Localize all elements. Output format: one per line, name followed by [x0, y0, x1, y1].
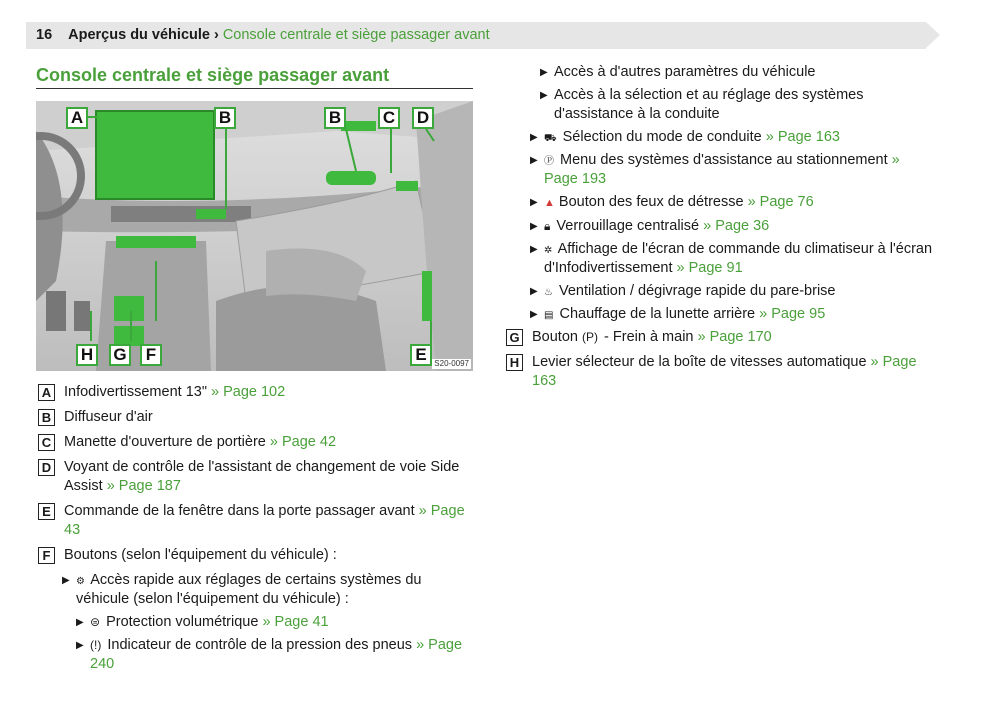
list-item — [76, 636, 473, 674]
triangle-bullet-icon: ▶ — [530, 197, 538, 208]
list-item — [530, 217, 934, 236]
item-text: Accès à d'autres paramètres du véhicule — [554, 64, 816, 80]
list-item — [530, 151, 934, 189]
page-link[interactable]: » Page 170 — [697, 329, 772, 345]
triangle-bullet-icon: ▶ — [530, 155, 538, 166]
triangle-bullet-icon: ▶ — [530, 309, 538, 320]
legend-text: - Frein à main — [604, 329, 694, 345]
legend-entry-d — [36, 458, 473, 496]
page-link[interactable]: » Page 163 — [532, 354, 917, 389]
legend-label: B — [38, 409, 55, 426]
figure-label-h: H — [76, 344, 98, 366]
page-header — [26, 22, 926, 49]
list-item — [530, 282, 934, 301]
lock-icon: 🔒︎ — [544, 219, 551, 233]
legend-label: D — [38, 459, 55, 476]
drive-mode-icon: ⛟ — [544, 133, 557, 144]
parking-brake-icon: (P) — [582, 330, 598, 344]
figure-label-e: E — [410, 344, 432, 366]
dashboard-figure — [36, 101, 473, 371]
figure-label-b1: B — [214, 107, 236, 129]
figure-label-c: C — [378, 107, 400, 129]
legend-text: Voyant de contrôle de l'assistant de changement de voie Side Assist — [64, 459, 460, 494]
page-link[interactable]: » Page 187 — [106, 478, 181, 494]
legend-text: Levier sélecteur de la boîte de vitesses automatique — [532, 354, 867, 370]
list-item — [540, 86, 934, 124]
triangle-bullet-icon: ▶ — [62, 575, 70, 586]
item-text: Protection volumétrique — [106, 614, 259, 630]
triangle-bullet-icon: ▶ — [530, 244, 538, 255]
breadcrumb-separator: › — [213, 27, 219, 43]
legend-entry-b — [36, 408, 473, 427]
legend-text: Infodivertissement 13" — [64, 384, 207, 400]
figure-label-g: G — [109, 344, 131, 366]
page-link[interactable]: » Page 41 — [262, 614, 329, 630]
figure-label-b2: B — [324, 107, 346, 129]
breadcrumb-subsection: Console centrale et siège passager avant — [222, 27, 490, 43]
item-text: Sélection du mode de conduite — [562, 129, 762, 145]
figure-code: S20-0097 — [434, 359, 469, 368]
rear-window-heat-icon: ▤ — [544, 310, 554, 321]
triangle-bullet-icon: ▶ — [76, 640, 84, 651]
page-link[interactable]: » Page 102 — [211, 384, 286, 400]
page-link[interactable]: » Page 91 — [676, 260, 743, 276]
legend-label: F — [38, 547, 55, 564]
legend-label: A — [38, 384, 55, 401]
item-text: Ventilation / dégivrage rapide du pare-brise — [559, 283, 836, 299]
parking-assist-icon: Ⓟ — [544, 156, 554, 167]
page-link[interactable]: » Page 43 — [64, 503, 465, 538]
legend-label: H — [506, 354, 523, 371]
figure-label-f: F — [140, 344, 162, 366]
page-link[interactable]: » Page 193 — [544, 152, 900, 187]
list-item — [530, 128, 934, 147]
figure-label-d: D — [412, 107, 434, 129]
page-title: Console centrale et siège passager avant — [36, 64, 473, 89]
legend-entry-f — [36, 546, 473, 565]
list-item — [530, 240, 934, 278]
list-item — [76, 613, 473, 632]
item-text: Accès à la sélection et au réglage des systèmes d'assistance à la conduite — [554, 87, 864, 122]
breadcrumb-section: Aperçus du véhicule — [68, 27, 210, 43]
triangle-bullet-icon: ▶ — [530, 221, 538, 232]
page-link[interactable]: » Page 36 — [703, 218, 770, 234]
list-item — [540, 63, 934, 82]
legend-text: Boutons (selon l'équipement du véhicule) : — [64, 547, 337, 563]
triangle-bullet-icon: ▶ — [530, 286, 538, 297]
legend-entry-a — [36, 383, 473, 402]
page-link[interactable]: » Page 163 — [765, 129, 840, 145]
triangle-bullet-icon: ▶ — [540, 67, 548, 78]
legend-text: Bouton — [532, 329, 578, 345]
item-text: Verrouillage centralisé — [556, 218, 700, 234]
legend-entry-c — [36, 433, 473, 452]
tyre-pressure-icon: (!) — [90, 638, 102, 652]
figure-label-a: A — [66, 107, 88, 129]
item-text: Menu des systèmes d'assistance au stationnement — [560, 152, 888, 168]
item-text: Indicateur de contrôle de la pression des pneus — [107, 637, 413, 653]
climate-icon: ✲ — [544, 245, 553, 256]
legend-label: C — [38, 434, 55, 451]
legend-left-column — [36, 383, 473, 678]
hazard-warning-icon: ▲ — [544, 197, 555, 209]
legend-label: E — [38, 503, 55, 520]
legend-entry-e — [36, 502, 473, 540]
page-number: 16 — [36, 27, 53, 43]
windshield-defrost-icon: ♨ — [544, 287, 553, 298]
legend-right-column — [504, 63, 934, 397]
triangle-bullet-icon: ▶ — [530, 132, 538, 143]
list-item — [530, 305, 934, 324]
triangle-bullet-icon: ▶ — [76, 617, 84, 628]
page-link[interactable]: » Page 76 — [747, 194, 814, 210]
item-text: Affichage de l'écran de commande du climatiseur à l'écran d'Infodivertissement — [544, 241, 933, 276]
legend-text: Manette d'ouverture de portière — [64, 434, 266, 450]
item-text: Accès rapide aux réglages de certains systèmes du véhicule (selon l'équipement du véhicule) : — [76, 572, 422, 607]
item-text: Chauffage de la lunette arrière — [559, 306, 756, 322]
legend-entry-g — [504, 328, 934, 347]
triangle-bullet-icon: ▶ — [540, 90, 548, 101]
legend-label: G — [506, 329, 523, 346]
item-text: Bouton des feux de détresse — [558, 194, 744, 210]
legend-text: Commande de la fenêtre dans la porte passager avant — [64, 503, 415, 519]
legend-text: Diffuseur d'air — [64, 409, 153, 425]
page-link[interactable]: » Page 42 — [269, 434, 337, 450]
car-alarm-icon: ⊜ — [90, 615, 101, 629]
page-link[interactable]: » Page 240 — [90, 637, 463, 672]
page-link[interactable]: » Page 95 — [759, 306, 826, 322]
legend-entry-h — [504, 353, 934, 391]
list-item — [62, 571, 473, 609]
dashboard-illustration — [36, 101, 473, 371]
quick-settings-icon: ⚙ — [76, 576, 85, 587]
list-item — [530, 193, 934, 213]
